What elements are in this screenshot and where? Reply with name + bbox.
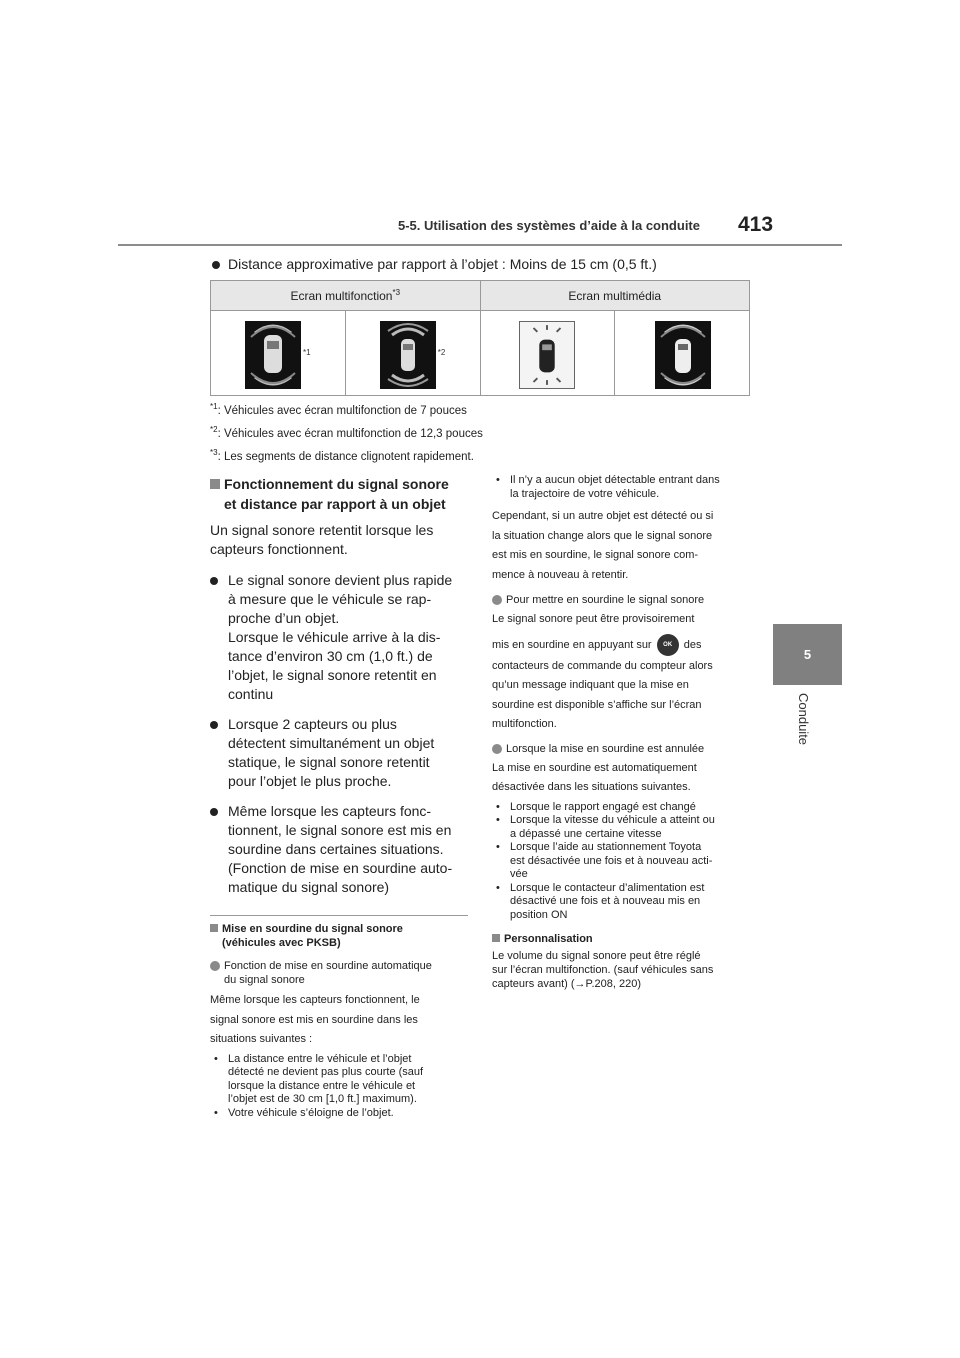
footnote-1: $^{*1}$: Véhicules avec écran multifonction de 7 pouces	[210, 402, 467, 417]
cancel-heading: Lorsque la mise en sourdine est annulée	[492, 742, 760, 756]
intro-bullet	[212, 256, 657, 272]
paragraph: Le signal sonore peut être provisoirement	[492, 613, 695, 625]
square-bullet-icon	[210, 924, 218, 932]
footnote-2: $^{*2}$: Véhicules avec écran multifonction de 12,3 pouces	[210, 425, 483, 440]
section-heading-cont: et distance par rapport à un objet	[224, 496, 446, 512]
chapter-label: Conduite	[796, 693, 811, 746]
circle-bullet-icon	[492, 595, 502, 605]
chapter-tab	[773, 624, 842, 685]
custom-heading: Personnalisation	[492, 932, 760, 946]
paragraph: capteurs fonctionnent.	[210, 541, 348, 557]
mute-heading: Mise en sourdine du signal sonore	[210, 922, 475, 936]
header-multifunction: Ecran multifonction$^{*3}$	[211, 281, 481, 311]
bullet-icon	[210, 808, 218, 816]
sub-item: • Lorsque la vitesse du véhicule a atteint ou a dépassé une certaine vitesse	[496, 814, 715, 840]
sub-item: • Lorsque l’aide au stationnement Toyota est désactivée une fois et à nouveau acti- vée	[496, 841, 713, 880]
bullet-icon	[212, 261, 220, 269]
auto-mute-para: Même lorsque les capteurs fonctionnent, le signal sonore est mis en sourdine dans les situations suivantes :	[210, 994, 420, 1045]
circle-bullet-icon	[492, 744, 502, 754]
sensor-display-image	[380, 321, 436, 389]
sub-item: • Lorsque le contacteur d’alimentation est désactivé une fois et à nouveau mis en position ON	[496, 881, 705, 921]
marker-1: *1	[303, 348, 311, 357]
paragraph: Cependant, si un autre objet est détecté ou si la situation change alors que le signal sonore est mis en sourdine, le signal sonore com- mence à nouveau à retentir.	[492, 510, 714, 581]
cell-multi-7in	[211, 311, 346, 396]
circle-bullet-icon	[210, 961, 220, 971]
divider	[210, 915, 468, 916]
bullet-item: Lorsque 2 capteurs ou plus détectent simultanément un objet statique, le signal sonore retentit pour l’objet le plus proche.	[210, 715, 475, 791]
auto-mute-heading-cont: du signal sonore	[224, 974, 305, 986]
paragraph: La mise en sourdine est automatiquement désactivée dans les situations suivantes.	[492, 761, 697, 793]
chapter-number: 5	[803, 647, 812, 662]
sub-item: • Votre véhicule s’éloigne de l’objet.	[214, 1106, 394, 1119]
section-title: 5-5. Utilisation des systèmes d’aide à la conduite	[398, 218, 700, 233]
square-bullet-icon	[492, 934, 500, 942]
display-table	[210, 280, 750, 396]
page-number: 413	[738, 213, 774, 236]
header-multimedia: Ecran multimédia	[480, 281, 750, 311]
section-heading: Fonctionnement du signal sonore	[210, 474, 475, 494]
mute-heading-cont: (véhicules avec PKSB)	[222, 937, 341, 949]
cell-multimedia-a	[480, 311, 615, 396]
marker-2: *2	[437, 348, 446, 357]
sub-item: • Il n’y a aucun objet détectable entrant dans la trajectoire de votre véhicule.	[496, 474, 720, 500]
manual-mute-heading: Pour mettre en sourdine le signal sonore	[492, 593, 760, 607]
header-divider	[118, 244, 842, 246]
auto-mute-heading: Fonction de mise en sourdine automatique	[210, 959, 475, 973]
bullet-icon	[210, 721, 218, 729]
sub-item: • La distance entre le véhicule et l’objet détecté ne devient pas plus courte (sauf lorsque la distance entre le véhicule et l’objet est de 30 cm [1,0 ft.] maximum).	[214, 1052, 424, 1105]
ok-line: mis en sourdine en appuyant sur OK des	[492, 633, 760, 657]
sensor-display-image	[519, 321, 575, 389]
bullet-item: Le signal sonore devient plus rapide à mesure que le véhicule se rap- proche d’un objet. Lorsque le véhicule arrive à la dis- tance d’environ 30 cm (1,0 ft.) de l’objet, le signal sonore retentit en continu	[210, 571, 475, 704]
paragraph: contacteurs de commande du compteur alors qu’un message indiquant que la mise en sourdine est disponible s’affiche sur l’écran multifonction.	[492, 659, 713, 730]
sensor-display-image	[245, 321, 301, 389]
bullet-icon	[210, 577, 218, 585]
ok-button-icon: OK	[657, 634, 679, 656]
intro-text: Distance approximative par rapport à l’objet : Moins de 15 cm (0,5 ft.)	[228, 256, 657, 272]
paragraph: Le volume du signal sonore peut être réglé sur l’écran multifonction. (sauf véhicules sans capteurs avant) (→P.208, 220)	[492, 950, 714, 990]
bullet-item: Même lorsque les capteurs fonc- tionnent, le signal sonore est mis en sourdine dans certaines situations. (Fonction de mise en sourdine auto- matique du signal sonore)	[210, 802, 475, 897]
square-bullet-icon	[210, 479, 220, 489]
footnote-3: $^{*3}$: Les segments de distance clignotent rapidement.	[210, 448, 474, 463]
cell-multimedia-b	[615, 311, 750, 396]
sub-item: • Lorsque le rapport engagé est changé	[496, 800, 696, 813]
cell-multi-12in	[345, 311, 480, 396]
right-column	[492, 474, 760, 991]
left-column	[210, 474, 475, 1120]
sensor-display-image	[655, 321, 711, 389]
paragraph: Un signal sonore retentit lorsque les	[210, 522, 434, 538]
